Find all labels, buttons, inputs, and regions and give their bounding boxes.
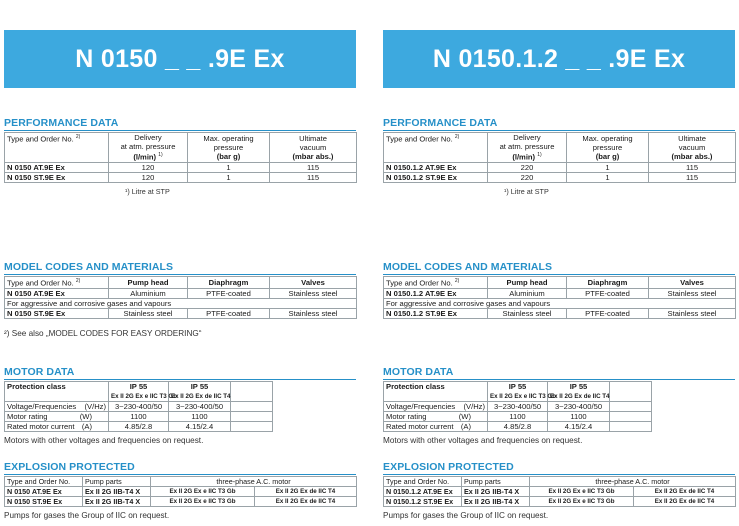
- parts-cell: Ex II 2G IIB-T4 X: [462, 487, 530, 497]
- voltage-cell: 3~230-400/50: [548, 402, 610, 412]
- voltage-label-cell: Voltage/Frequencies (V/Hz): [5, 402, 109, 412]
- motor-data-title: MOTOR DATA: [383, 366, 735, 380]
- col-ip1-header: IP 55 Ex II 2G Ex e IIC T3 Gb: [109, 382, 169, 402]
- col-ip2-header: IP 55 Ex II 2G Ex de IIC T4: [169, 382, 231, 402]
- type-cell: N 0150 AT.9E Ex: [5, 487, 83, 497]
- col-pressure-header: Max. operating pressure (bar g): [188, 133, 270, 163]
- table-row: [384, 162, 736, 172]
- col-diaphragm-header: Diaphragm: [188, 277, 270, 289]
- col-type-header: Type and Order No. $^{2)}$: [5, 133, 109, 163]
- table-row: [5, 288, 357, 298]
- col-vacuum-header: Ultimate vacuum (mbar abs.): [270, 133, 357, 163]
- col-pressure-header: Max. operating pressure (bar g): [567, 133, 649, 163]
- motor-footnote: Motors with other voltages and frequencies on request.: [4, 436, 204, 445]
- table-header-row: [5, 382, 273, 402]
- type-cell: N 0150 AT.9E Ex: [5, 288, 109, 298]
- product-title-banner: [4, 30, 356, 88]
- model-codes-title: MODEL CODES AND MATERIALS: [383, 261, 735, 275]
- type-cell: N 0150 ST.9E Ex: [5, 497, 83, 507]
- motor-data-title: MOTOR DATA: [4, 366, 356, 380]
- pressure-cell: 1: [188, 162, 270, 172]
- motor-data-table: [383, 381, 652, 432]
- col-delivery-header: Delivery at atm. pressure (l/min) $^{1)}$: [109, 133, 188, 163]
- performance-table: [4, 132, 357, 183]
- rating-cell: 1100: [109, 412, 169, 422]
- table-row: [5, 422, 273, 432]
- table-row: [384, 288, 736, 298]
- performance-title: PERFORMANCE DATA: [4, 117, 356, 131]
- motor2-cell: Ex II 2G Ex de IIC T4: [634, 487, 736, 497]
- empty-cell: [610, 422, 652, 432]
- table-row: [5, 412, 273, 422]
- delivery-cell: 120: [109, 172, 188, 182]
- motor2-cell: Ex II 2G Ex de IIC T4: [255, 497, 357, 507]
- table-header-row: [5, 277, 357, 289]
- table-header-row: [384, 133, 736, 163]
- type-cell: N 0150.1.2 ST.9E Ex: [384, 497, 462, 507]
- parts-cell: Ex II 2G IIB-T4 X: [83, 497, 151, 507]
- voltage-label-cell: Voltage/Frequencies (V/Hz): [384, 402, 488, 412]
- performance-section: [383, 117, 735, 196]
- explosion-footnote: Pumps for gases the Group of IIC on request.: [383, 511, 549, 520]
- product-title: N 0150.1.2 _ _ .9E Ex: [432, 44, 686, 73]
- table-row: [5, 162, 357, 172]
- motor-data-section: [4, 366, 356, 445]
- table-header-row: [384, 477, 736, 487]
- motor-data-table: [4, 381, 273, 432]
- motor1-cell: Ex II 2G Ex e IIC T3 Gb: [530, 487, 634, 497]
- table-row: [5, 497, 357, 507]
- col-type-header: Type and Order No.: [384, 477, 462, 487]
- current-cell: 4.85/2.8: [488, 422, 548, 432]
- empty-header: [231, 382, 273, 402]
- table-row: [384, 402, 652, 412]
- delivery-cell: 220: [488, 172, 567, 182]
- table-row: [5, 308, 357, 318]
- table-row: [384, 308, 736, 318]
- valves-cell: Stainless steel: [270, 308, 357, 318]
- col-type-header: Type and Order No. $^{2)}$: [384, 277, 488, 289]
- table-row: [384, 172, 736, 182]
- col-parts-header: Pump parts: [83, 477, 151, 487]
- right-product-column: [383, 0, 735, 520]
- table-header-row: [5, 477, 357, 487]
- type-cell: N 0150 AT.9E Ex: [5, 162, 109, 172]
- type-cell: N 0150 ST.9E Ex: [5, 172, 109, 182]
- explosion-footnote: Pumps for gases the Group of IIC on request.: [4, 511, 170, 520]
- explosion-table: [383, 476, 736, 507]
- col-delivery-header: Delivery at atm. pressure (l/min) $^{1)}$: [488, 133, 567, 163]
- performance-title: PERFORMANCE DATA: [383, 117, 735, 131]
- parts-cell: Ex II 2G IIB-T4 X: [83, 487, 151, 497]
- vacuum-cell: 115: [270, 162, 357, 172]
- rating-cell: 1100: [548, 412, 610, 422]
- current-label-cell: Rated motor current (A): [5, 422, 109, 432]
- explosion-title: EXPLOSION PROTECTED: [4, 461, 356, 475]
- performance-table: [383, 132, 736, 183]
- col-motor-header: three-phase A.C. motor: [151, 477, 357, 487]
- motor2-cell: Ex II 2G Ex de IIC T4: [255, 487, 357, 497]
- diaphragm-cell: PTFE-coated: [188, 308, 270, 318]
- pressure-cell: 1: [567, 162, 649, 172]
- table-row: [384, 422, 652, 432]
- empty-cell: [231, 412, 273, 422]
- motor2-cell: Ex II 2G Ex de IIC T4: [634, 497, 736, 507]
- voltage-cell: 3~230-400/50: [109, 402, 169, 412]
- product-title-banner: [383, 30, 735, 88]
- vacuum-cell: 115: [649, 172, 736, 182]
- model-codes-section: [4, 261, 356, 338]
- col-type-header: Type and Order No. $^{2)}$: [5, 277, 109, 289]
- table-row: [5, 298, 357, 308]
- table-row: [5, 172, 357, 182]
- diaphragm-cell: PTFE-coated: [188, 288, 270, 298]
- explosion-section: [383, 461, 735, 520]
- current-label-cell: Rated motor current (A): [384, 422, 488, 432]
- col-diaphragm-header: Diaphragm: [567, 277, 649, 289]
- empty-cell: [610, 412, 652, 422]
- footnote-litre: ¹) Litre at STP: [504, 186, 549, 196]
- valves-cell: Stainless steel: [649, 308, 736, 318]
- aggressive-gases-note: For aggressive and corrosive gases and vapours: [5, 298, 357, 308]
- model-codes-section: [383, 261, 735, 329]
- type-cell: N 0150 ST.9E Ex: [5, 308, 109, 318]
- table-row: [384, 487, 736, 497]
- col-protection-header: Protection class: [384, 382, 488, 402]
- rating-cell: 1100: [169, 412, 231, 422]
- table-row: [384, 412, 652, 422]
- motor-footnote: Motors with other voltages and frequencies on request.: [383, 436, 583, 445]
- performance-section: [4, 117, 356, 196]
- type-cell: N 0150.1.2 ST.9E Ex: [384, 308, 488, 318]
- model-codes-table: [383, 276, 736, 319]
- head-cell: Stainless steel: [488, 308, 567, 318]
- table-row: [384, 497, 736, 507]
- aggressive-gases-note: For aggressive and corrosive gases and vapours: [384, 298, 736, 308]
- parts-cell: Ex II 2G IIB-T4 X: [462, 497, 530, 507]
- table-header-row: [384, 277, 736, 289]
- pressure-cell: 1: [188, 172, 270, 182]
- col-type-header: Type and Order No. $^{2)}$: [384, 133, 488, 163]
- voltage-cell: 3~230-400/50: [488, 402, 548, 412]
- rating-cell: 1100: [488, 412, 548, 422]
- valves-cell: Stainless steel: [649, 288, 736, 298]
- empty-header: [610, 382, 652, 402]
- table-header-row: [5, 133, 357, 163]
- empty-cell: [231, 422, 273, 432]
- current-cell: 4.15/2.4: [548, 422, 610, 432]
- voltage-cell: 3~230-400/50: [169, 402, 231, 412]
- col-ip2-header: IP 55 Ex II 2G Ex de IIC T4: [548, 382, 610, 402]
- head-cell: Aluminium: [488, 288, 567, 298]
- model-codes-table: [4, 276, 357, 319]
- col-parts-header: Pump parts: [462, 477, 530, 487]
- table-header-row: [384, 382, 652, 402]
- rating-label-cell: Motor rating (W): [384, 412, 488, 422]
- current-cell: 4.15/2.4: [169, 422, 231, 432]
- col-motor-header: three-phase A.C. motor: [530, 477, 736, 487]
- rating-label-cell: Motor rating (W): [5, 412, 109, 422]
- diaphragm-cell: PTFE-coated: [567, 308, 649, 318]
- current-cell: 4.85/2.8: [109, 422, 169, 432]
- footnote-litre: ¹) Litre at STP: [125, 186, 170, 196]
- type-cell: N 0150.1.2 AT.9E Ex: [384, 162, 488, 172]
- table-row: [384, 298, 736, 308]
- motor-data-section: [383, 366, 735, 445]
- motor1-cell: Ex II 2G Ex e IIC T3 Gb: [530, 497, 634, 507]
- col-valves-header: Valves: [270, 277, 357, 289]
- table-row: [5, 487, 357, 497]
- col-type-header: Type and Order No.: [5, 477, 83, 487]
- delivery-cell: 220: [488, 162, 567, 172]
- col-head-header: Pump head: [488, 277, 567, 289]
- model-codes-title: MODEL CODES AND MATERIALS: [4, 261, 356, 275]
- vacuum-cell: 115: [270, 172, 357, 182]
- valves-cell: Stainless steel: [270, 288, 357, 298]
- type-cell: N 0150.1.2 AT.9E Ex: [384, 288, 488, 298]
- pressure-cell: 1: [567, 172, 649, 182]
- see-also-note: ²) See also „MODEL CODES FOR EASY ORDERING“: [4, 328, 202, 338]
- col-protection-header: Protection class: [5, 382, 109, 402]
- left-product-column: [4, 0, 356, 520]
- type-cell: N 0150.1.2 AT.9E Ex: [384, 487, 462, 497]
- explosion-section: [4, 461, 356, 520]
- col-head-header: Pump head: [109, 277, 188, 289]
- empty-cell: [610, 402, 652, 412]
- product-title: N 0150 _ _ .9E Ex: [75, 44, 285, 73]
- head-cell: Aluminium: [109, 288, 188, 298]
- col-ip1-header: IP 55 Ex II 2G Ex e IIC T3 Gb: [488, 382, 548, 402]
- explosion-table: [4, 476, 357, 507]
- explosion-title: EXPLOSION PROTECTED: [383, 461, 735, 475]
- empty-cell: [231, 402, 273, 412]
- motor1-cell: Ex II 2G Ex e IIC T3 Gb: [151, 487, 255, 497]
- head-cell: Stainless steel: [109, 308, 188, 318]
- type-cell: N 0150.1.2 ST.9E Ex: [384, 172, 488, 182]
- vacuum-cell: 115: [649, 162, 736, 172]
- diaphragm-cell: PTFE-coated: [567, 288, 649, 298]
- col-vacuum-header: Ultimate vacuum (mbar abs.): [649, 133, 736, 163]
- delivery-cell: 120: [109, 162, 188, 172]
- col-valves-header: Valves: [649, 277, 736, 289]
- table-row: [5, 402, 273, 412]
- motor1-cell: Ex II 2G Ex e IIC T3 Gb: [151, 497, 255, 507]
